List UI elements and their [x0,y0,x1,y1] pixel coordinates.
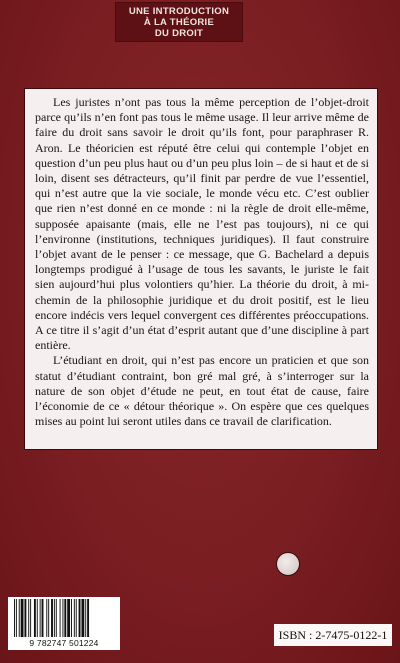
barcode-bar [34,599,36,637]
series-title-line-1: UNE INTRODUCTION [128,5,230,17]
barcode-bar [71,599,72,637]
barcode-bar [67,599,70,637]
barcode-bar [62,599,63,637]
barcode-bar [37,599,38,637]
barcode-bar [56,599,57,637]
blurb-paragraph-1: Les juristes n’ont pas tous la même perception de l’objet-droit parce qu’ils n’en font pas tous le même usage. Il leur arrive même de faire du droit sans savoir le droit qu’ils font, pour paraphraser R. Aron. Le théoricien est réputé être celui qui contemple l’objet en question d’un peu plus haut ou d’un peu plus loin – de si haut et de si loin, disent ses détracteurs, qu’il finit par perdre de vue l’essentiel, qui n’est autre que la vie sociale, le monde vécu etc. C’est oublier que rien n’est donné en ce monde : ni la règle de droit elle-même, supposée apaisante (mais, elle ne l’est pas toujours), ni ce qui l’environne (institutions, techniques juridiques). Il faut construire l’objet avant de le penser : ce message, que G. Bachelard a depuis longtemps prodigué à l’usage de tous les savants, le juriste le fait sien aujourd’hui plus volontiers qu’hier. La théorie du droit, à mi-chemin de la philosophie juridique et du droit positif, est le lieu encore indécis vers lequel convergent ces différentes préoccupations. A ce titre il s’agit d’un état d’esprit autant que d’une discipline à part entière. [35,95,369,353]
barcode-bar [48,599,49,637]
publisher-emblem-icon [276,552,300,576]
barcode-digits: 9 782747 501224 [29,638,99,648]
barcode-bar [40,599,41,637]
barcode-bar [42,599,44,637]
barcode-bar [79,599,81,637]
blurb-panel [24,88,378,450]
barcode-bar [76,599,77,637]
barcode-bar [85,599,86,637]
barcode-bar [87,599,89,637]
barcode-bar [30,599,31,637]
isbn-number: ISBN : 2-7475-0122-1 [278,627,388,642]
barcode-bar [21,599,24,637]
blurb-paragraph-2: L’étudiant en droit, qui n’est pas encore un praticien et que son statut d’étudiant contraint, bon gré mal gré, à s’interroger sur la nature de son objet d’étude ne peut, en tout état de cause, faire l’économie de ce « détour théorique ». On espère que ces quelques mises au point lui seront utiles dans ce travail de clarification. [35,353,369,429]
barcode-bar [60,599,61,637]
barcode-bars [13,599,115,637]
barcode-bar [74,599,75,637]
barcode-bar [46,599,47,637]
isbn-box [274,624,392,646]
barcode [8,597,120,650]
barcode-bar [19,599,20,637]
barcode-bar [24,599,26,637]
barcode-bar [16,599,17,637]
barcode-bar [14,599,15,637]
barcode-bar [28,599,29,637]
barcode-bar [81,599,84,637]
series-title-line-3: DU DROIT [154,27,204,39]
series-title-line-2: À LA THÉORIE [143,16,215,28]
series-title-box [115,2,243,42]
barcode-bar [51,599,53,637]
barcode-bar [54,599,55,637]
barcode-bar [64,599,66,637]
